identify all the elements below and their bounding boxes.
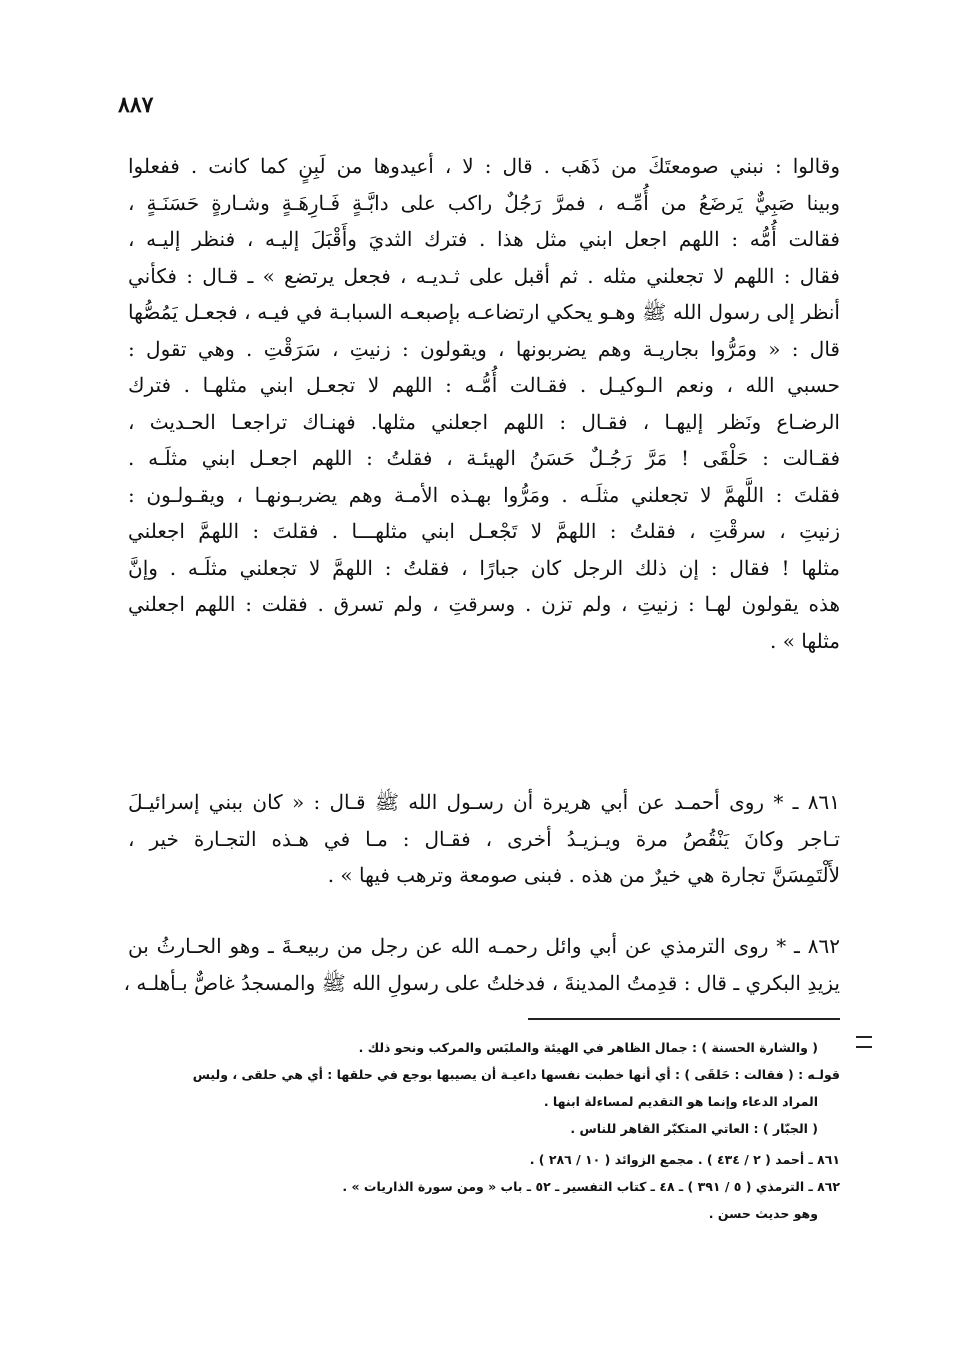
footnote-line: المراد الدعاء وإنما هو التقديم لمساءلة ابنها . xyxy=(543,1094,818,1109)
page-number: ٨٨٧ xyxy=(118,92,154,118)
footnote-line: وهو حديث حسن . xyxy=(708,1206,818,1221)
text-line: وبينا صَبِيٌّ يَرضَعُ من أُمِّـه ، فمرَّ رَجُلٌ راكب على دابَّـةٍ فَـارِهَـةٍ وشـارةٍ حَسَنَـةٍ ، xyxy=(128,190,840,215)
text-line: يزيدِ البكري ـ قال : قدِمتُ المدينةَ ، فدخلتُ على رسولِ الله ﷺ والمسجدُ غاصٌّ بـأهلـه ، xyxy=(123,970,840,995)
text-line: قال : « ومَرُّوا بجاريـة وهم يضربونها ، ويقولون : زنيتِ ، سَرَقْتِ . وهي تقول : xyxy=(128,336,840,361)
paragraph-hadith-862 xyxy=(123,928,840,1001)
text-line: وقالوا : نبني صومعتَكَ من ذَهَب . قال : لا ، أعيدوها من لَبِنٍ كما كانت . ففعلوا xyxy=(128,154,840,178)
text-line: حسبي الله ، ونعم الـوكيـل . فقـالت أُمُّـه : اللهم لا تجعـل ابني مثلهـا . فترك xyxy=(128,373,840,397)
text-line: تـاجر وكانَ يَنْقُصُ مرة ويـزيـدُ أخرى ، فقـال : مـا في هـذه التجـارة خير ، xyxy=(128,826,840,851)
text-line: فقـالت : حَلْقَى ! مَرَّ رَجُـلٌ حَسَنُ الهيئـة ، فقلتُ : اللهم اجعـل ابني مثلَـه . xyxy=(128,446,841,470)
footnote-marker-icon xyxy=(856,1036,872,1048)
text-line: مثلها » . xyxy=(770,628,840,653)
footnote-line: قولـه : ( فقالت : حَلقَى ) : أي أنها خطبت نفسها داعيـة أن يصيبها بوجع في حلقها : أي هي حلقى ، وليس xyxy=(192,1067,840,1082)
footnotes xyxy=(128,1034,840,1227)
text-line: زنيتِ ، سرقْتِ ، فقلتُ : اللهمَّ لا تَجْعـل ابني مثلهـــا . فقلتَ : اللهمَّ اجعلني xyxy=(128,519,840,543)
text-line: الرضـاع ونَظر إليهـا ، فقـال : اللهم اجعلني مثلها. فهنـاك تراجعـا الحـديث ، xyxy=(128,409,840,434)
footnote-divider xyxy=(528,1018,840,1020)
text-line: ٨٦٢ ـ * روى الترمذي عن أبي وائل رحمـه الله عن رجل من ربيعـةَ ـ وهو الحـارثُ بن xyxy=(128,934,840,958)
text-line: فقال : اللهم لا تجعلني مثله . ثم أقبل على ثـديـه ، فجعل يرتضع » ـ قـال : فكأني xyxy=(128,263,840,288)
text-line: لأَلْتَمِسَنَّ تجارة هي خيرٌ من هذه . فبنى صومعة وترهب فيها » . xyxy=(327,863,840,887)
text-line: هذه يقولون لهـا : زنيتِ ، ولم تزن . وسرقتِ ، ولم تسرق . فقلت : اللهم اجعلني xyxy=(128,592,840,616)
footnote-line: ٨٦٢ ـ الترمذي ( ٥ / ٣٩١ ) ـ ٤٨ ـ كتاب التفسير ـ ٥٢ ـ باب « ومن سورة الذاريات » . xyxy=(342,1179,840,1194)
paragraph-hadith-861 xyxy=(128,784,840,894)
text-line: أنظر إلى رسول الله ﷺ وهـو يحكي ارتضاعـه بإصبعـه السبابـة في فيـه ، فجعـل يَمُصُّها xyxy=(128,300,840,324)
footnote-line: ٨٦١ ـ أحمد ( ٢ / ٤٣٤ ) . مجمع الزوائد ( ١٠ / ٢٨٦ ) . xyxy=(529,1152,840,1167)
text-line: مثلها ! فقال : إن ذلك الرجل كان جبارًا ، فقلتُ : اللهمَّ لا تجعلني مثلَـه . وإنَّ xyxy=(128,555,840,580)
footnote-line: ( الجبّار ) : العاتي المتكبّر القاهر للناس . xyxy=(570,1121,818,1136)
footnote-line: ( والشارة الحسنة ) : جمال الظاهر في الهيئة والملبَس والمركب ونحو ذلك . xyxy=(358,1040,818,1055)
text-line: فقالت أُمُّه : اللهم اجعل ابني مثل هذا . فترك الثديَ وأَقْبَلَ إليـه ، فنظر إليـه ، xyxy=(128,227,840,251)
paragraph-story xyxy=(128,148,840,659)
text-line: فقلتَ : اللَّهمَّ لا تجعلني مثلَـه . ومَرُّوا بهـذه الأمـة وهم يضربـونهـا ، ويقـولـون : xyxy=(128,482,840,507)
text-line: ٨٦١ ـ * روى أحمـد عن أبي هريرة أن رسـول الله ﷺ قـال : « كان ببني إسرائيـلَ xyxy=(128,790,840,814)
